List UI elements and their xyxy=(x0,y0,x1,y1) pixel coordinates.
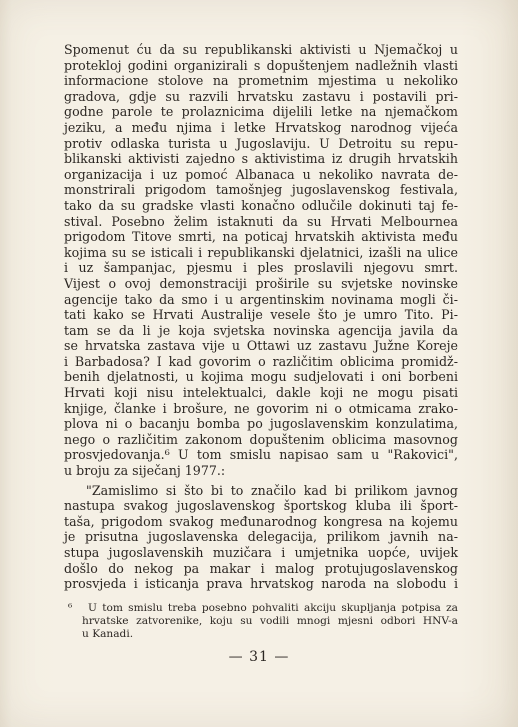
text-line: benih djelatnosti, u kojima mogu sudjelovati i oni borbeni xyxy=(64,369,458,385)
text-line: taša, prigodom svakog međunarodnog kongresa na kojemu xyxy=(64,513,458,529)
footnote-line: hrvatske zatvorenike, koju su vodili mnogi mjesni odbori HNV-a xyxy=(82,615,458,627)
footnote-marker: ⁶ xyxy=(68,602,73,614)
text-line: se hrvatska zastava vije u Ottawi uz zastavu Južne Koreje xyxy=(64,338,458,354)
text-line: tako da su gradske vlasti konačno odlučile dokinuti taj fe- xyxy=(64,197,458,213)
text-line: došlo do nekog pa makar i malog protujugoslavenskog xyxy=(64,560,458,576)
paragraph-2-quotation xyxy=(64,483,458,592)
footnote-line: u Kanadi. xyxy=(82,628,134,640)
text-line: kojima su se isticali i republikanski djelatnici, izašli na ulice xyxy=(64,244,458,260)
text-line: prigodom Titove smrti, na poticaj hrvatskih aktivista među xyxy=(64,229,458,245)
text-line: Vijest o ovoj demonstraciji proširile su svjetske novinske xyxy=(64,275,458,291)
text-line: plova ni o bacanju bomba po jugoslavenskim konzulatima, xyxy=(64,416,458,432)
text-line: jeziku, a među njima i letke Hrvatskog narodnog vijeća xyxy=(64,119,458,135)
text-line: Spomenut ću da su republikanski aktivisti u Njemačkoj u xyxy=(64,42,458,57)
footnote xyxy=(64,602,458,641)
footnote-text: U tom smislu treba posebno pohvaliti akciju skupljanja potpisa za xyxy=(88,602,458,614)
text-line: i uz šampanjac, pjesmu i ples proslavili njegovu smrt. xyxy=(64,260,458,276)
text-line: informacione stolove na prometnim mjestima u nekoliko xyxy=(64,73,458,89)
text-line: godne parole te prolaznicima dijelili letke na njemačkom xyxy=(64,104,458,120)
text-line: gradova, gdje su razvili hrvatsku zastavu i postavili pri- xyxy=(64,88,458,104)
text-line: u broju za siječanj 1977.: xyxy=(64,463,226,479)
paragraph-1 xyxy=(64,42,458,479)
text-line: "Zamislimo si što bi to značilo kad bi prilikom javnog xyxy=(86,482,458,498)
text-line: protekloj godini organizirali s dopuštenjem nadležnih vlasti xyxy=(64,57,458,73)
text-line: stival. Posebno želim istaknuti da su Hrvati Melbournea xyxy=(64,213,458,229)
footnote-line xyxy=(64,602,458,615)
text-line: agencije tako da smo i u argentinskim novinama mogli či- xyxy=(64,291,458,307)
text-line: tam se da li je koja svjetska novinska agencija javila da xyxy=(64,322,458,338)
text-line: Hrvati koji nisu intelektualci, dakle koji ne mogu pisati xyxy=(64,385,458,401)
text-line: prosvjeda i isticanja prava hrvatskog naroda na slobodu i xyxy=(64,576,458,592)
text-line: stupa jugoslavenskih muzičara i umjetnika uopće, uvijek xyxy=(64,545,458,560)
text-line: organizacija i uz pomoć Albanaca u nekoliko navrata de- xyxy=(64,166,458,182)
text-line: nastupa svakog jugoslavenskog športskog kluba ili šport- xyxy=(64,498,458,514)
text-line: prosvjedovanja.⁶ U tom smislu napisao sam u "Rakovici", xyxy=(64,447,458,463)
text-line: protiv odlaska turista u Jugoslaviju. U Detroitu su repu- xyxy=(64,135,458,151)
page-number: — 31 — xyxy=(228,649,290,665)
text-line: blikanski aktivisti zajedno s aktivistima iz drugih hrvatskih xyxy=(64,151,458,167)
text-line: je prisutna jugoslavenska delegacija, prilikom javnih na- xyxy=(64,529,458,545)
text-line: monstrirali prigodom tamošnjeg jugoslavenskog festivala, xyxy=(64,182,458,198)
text-line: tati kako se Hrvati Australije vesele što je umro Tito. Pi- xyxy=(64,307,458,323)
text-line: i Barbadosa? I kad govorim o različitim oblicima promidž- xyxy=(64,353,458,369)
body-text xyxy=(64,42,458,592)
text-line: knjige, članke i brošure, ne govorim ni o otmicama zrako- xyxy=(64,400,458,416)
text-line: nego o različitim zakonom dopuštenim oblicima masovnog xyxy=(64,431,458,447)
